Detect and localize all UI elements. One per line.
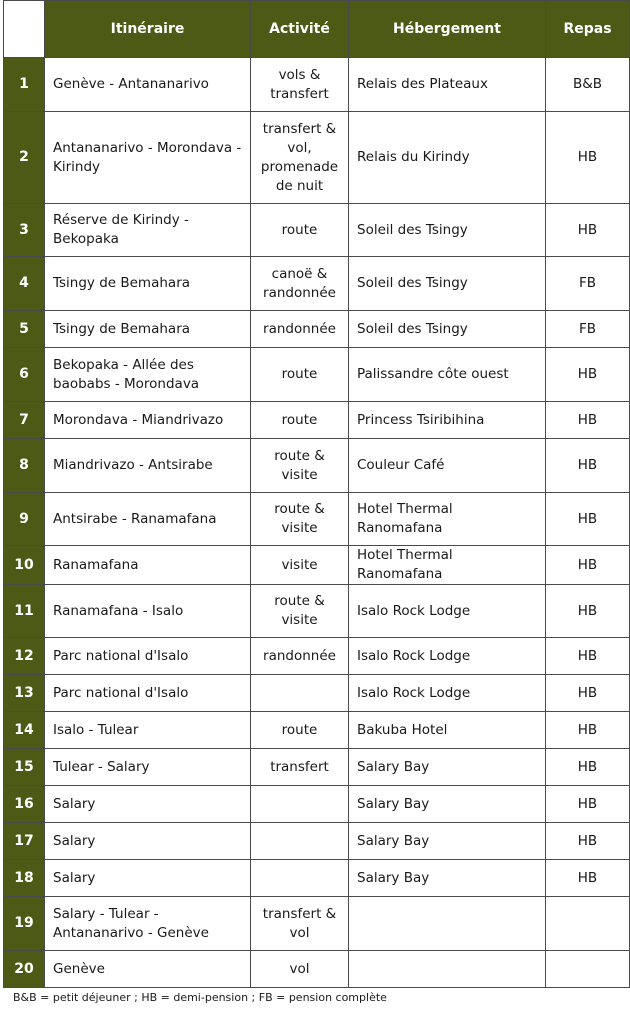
table-row xyxy=(4,112,630,204)
repas-cell: HB xyxy=(546,712,630,749)
activite-cell: visite xyxy=(251,546,349,585)
activite-cell: route xyxy=(251,204,349,257)
repas-cell: HB xyxy=(546,823,630,860)
hebergement-cell xyxy=(349,951,546,988)
table-row xyxy=(4,675,630,712)
table-row xyxy=(4,204,630,257)
itineraire-cell: Salary xyxy=(45,860,251,897)
table-row xyxy=(4,585,630,638)
table-row xyxy=(4,860,630,897)
repas-cell: HB xyxy=(546,348,630,402)
hebergement-cell xyxy=(349,897,546,951)
itineraire-cell: Morondava - Miandrivazo xyxy=(45,402,251,439)
day-number: 17 xyxy=(4,823,45,860)
activite-cell: route xyxy=(251,348,349,402)
repas-cell: HB xyxy=(546,638,630,675)
itinerary-table xyxy=(3,0,630,988)
activite-cell xyxy=(251,786,349,823)
header-itineraire: Itinéraire xyxy=(45,1,251,58)
day-number: 3 xyxy=(4,204,45,257)
table-row xyxy=(4,439,630,493)
day-number: 2 xyxy=(4,112,45,204)
itineraire-cell: Antsirabe - Ranamafana xyxy=(45,493,251,546)
day-number: 10 xyxy=(4,546,45,585)
repas-cell: HB xyxy=(546,749,630,786)
table-row xyxy=(4,311,630,348)
activite-cell: vols & transfert xyxy=(251,58,349,112)
table-row xyxy=(4,951,630,988)
hebergement-cell: Relais des Plateaux xyxy=(349,58,546,112)
header-activite: Activité xyxy=(251,1,349,58)
day-number: 8 xyxy=(4,439,45,493)
itineraire-cell: Salary xyxy=(45,786,251,823)
table-row xyxy=(4,823,630,860)
activite-cell: route xyxy=(251,402,349,439)
repas-cell: HB xyxy=(546,204,630,257)
itineraire-cell: Miandrivazo - Antsirabe xyxy=(45,439,251,493)
hebergement-cell: Soleil des Tsingy xyxy=(349,204,546,257)
activite-cell: randonnée xyxy=(251,638,349,675)
repas-cell: FB xyxy=(546,257,630,311)
hebergement-cell: Salary Bay xyxy=(349,860,546,897)
table-row xyxy=(4,749,630,786)
itineraire-cell: Salary xyxy=(45,823,251,860)
itineraire-cell: Ranamafana xyxy=(45,546,251,585)
hebergement-cell: Soleil des Tsingy xyxy=(349,311,546,348)
itineraire-cell: Tsingy de Bemahara xyxy=(45,257,251,311)
hebergement-cell: Salary Bay xyxy=(349,823,546,860)
day-number: 4 xyxy=(4,257,45,311)
repas-cell: HB xyxy=(546,546,630,585)
footnote: B&B = petit déjeuner ; HB = demi-pension ; FB = pension complète xyxy=(13,991,387,1004)
table-row xyxy=(4,58,630,112)
itineraire-cell: Ranamafana - Isalo xyxy=(45,585,251,638)
repas-cell: HB xyxy=(546,493,630,546)
hebergement-cell: Bakuba Hotel xyxy=(349,712,546,749)
repas-cell: B&B xyxy=(546,58,630,112)
header-corner xyxy=(4,1,45,58)
activite-cell: route xyxy=(251,712,349,749)
repas-cell: HB xyxy=(546,675,630,712)
day-number: 16 xyxy=(4,786,45,823)
itineraire-cell: Antananarivo - Morondava - Kirindy xyxy=(45,112,251,204)
day-number: 6 xyxy=(4,348,45,402)
day-number: 7 xyxy=(4,402,45,439)
hebergement-cell: Isalo Rock Lodge xyxy=(349,675,546,712)
hebergement-cell: Salary Bay xyxy=(349,749,546,786)
activite-cell: transfert xyxy=(251,749,349,786)
itineraire-cell: Salary - Tulear - Antananarivo - Genève xyxy=(45,897,251,951)
itineraire-cell: Réserve de Kirindy - Bekopaka xyxy=(45,204,251,257)
itineraire-cell: Tsingy de Bemahara xyxy=(45,311,251,348)
repas-cell xyxy=(546,897,630,951)
hebergement-cell: Hotel Thermal Ranomafana xyxy=(349,493,546,546)
itineraire-cell: Bekopaka - Allée des baobabs - Morondava xyxy=(45,348,251,402)
itineraire-cell: Genève xyxy=(45,951,251,988)
hebergement-cell: Salary Bay xyxy=(349,786,546,823)
day-number: 12 xyxy=(4,638,45,675)
hebergement-cell: Couleur Café xyxy=(349,439,546,493)
repas-cell xyxy=(546,951,630,988)
activite-cell: route & visite xyxy=(251,585,349,638)
repas-cell: FB xyxy=(546,311,630,348)
day-number: 1 xyxy=(4,58,45,112)
table-row xyxy=(4,712,630,749)
hebergement-cell: Palissandre côte ouest xyxy=(349,348,546,402)
activite-cell: route & visite xyxy=(251,439,349,493)
table-row xyxy=(4,786,630,823)
activite-cell: canoë & randonnée xyxy=(251,257,349,311)
activite-cell: transfert & vol, promenade de nuit xyxy=(251,112,349,204)
day-number: 20 xyxy=(4,951,45,988)
table-row xyxy=(4,638,630,675)
day-number: 14 xyxy=(4,712,45,749)
hebergement-cell: Princess Tsiribihina xyxy=(349,402,546,439)
activite-cell: route & visite xyxy=(251,493,349,546)
day-number: 15 xyxy=(4,749,45,786)
activite-cell xyxy=(251,823,349,860)
day-number: 19 xyxy=(4,897,45,951)
activite-cell xyxy=(251,860,349,897)
itineraire-cell: Parc national d'Isalo xyxy=(45,675,251,712)
header-hebergement: Hébergement xyxy=(349,1,546,58)
table-row xyxy=(4,897,630,951)
header-repas: Repas xyxy=(546,1,630,58)
activite-cell: randonnée xyxy=(251,311,349,348)
day-number: 18 xyxy=(4,860,45,897)
activite-cell xyxy=(251,675,349,712)
day-number: 9 xyxy=(4,493,45,546)
itineraire-cell: Parc national d'Isalo xyxy=(45,638,251,675)
hebergement-cell: Isalo Rock Lodge xyxy=(349,585,546,638)
itineraire-cell: Isalo - Tulear xyxy=(45,712,251,749)
hebergement-cell: Isalo Rock Lodge xyxy=(349,638,546,675)
repas-cell: HB xyxy=(546,860,630,897)
table-row xyxy=(4,257,630,311)
table-row xyxy=(4,348,630,402)
activite-cell: vol xyxy=(251,951,349,988)
hebergement-cell: Soleil des Tsingy xyxy=(349,257,546,311)
repas-cell: HB xyxy=(546,112,630,204)
activite-cell: transfert & vol xyxy=(251,897,349,951)
table-row xyxy=(4,493,630,546)
repas-cell: HB xyxy=(546,786,630,823)
repas-cell: HB xyxy=(546,585,630,638)
table-row xyxy=(4,546,630,585)
day-number: 11 xyxy=(4,585,45,638)
hebergement-cell: Hotel Thermal Ranomafana xyxy=(349,546,546,585)
repas-cell: HB xyxy=(546,439,630,493)
itineraire-cell: Tulear - Salary xyxy=(45,749,251,786)
itineraire-cell: Genève - Antananarivo xyxy=(45,58,251,112)
header-row xyxy=(4,1,630,58)
table-row xyxy=(4,402,630,439)
day-number: 13 xyxy=(4,675,45,712)
hebergement-cell: Relais du Kirindy xyxy=(349,112,546,204)
day-number: 5 xyxy=(4,311,45,348)
repas-cell: HB xyxy=(546,402,630,439)
